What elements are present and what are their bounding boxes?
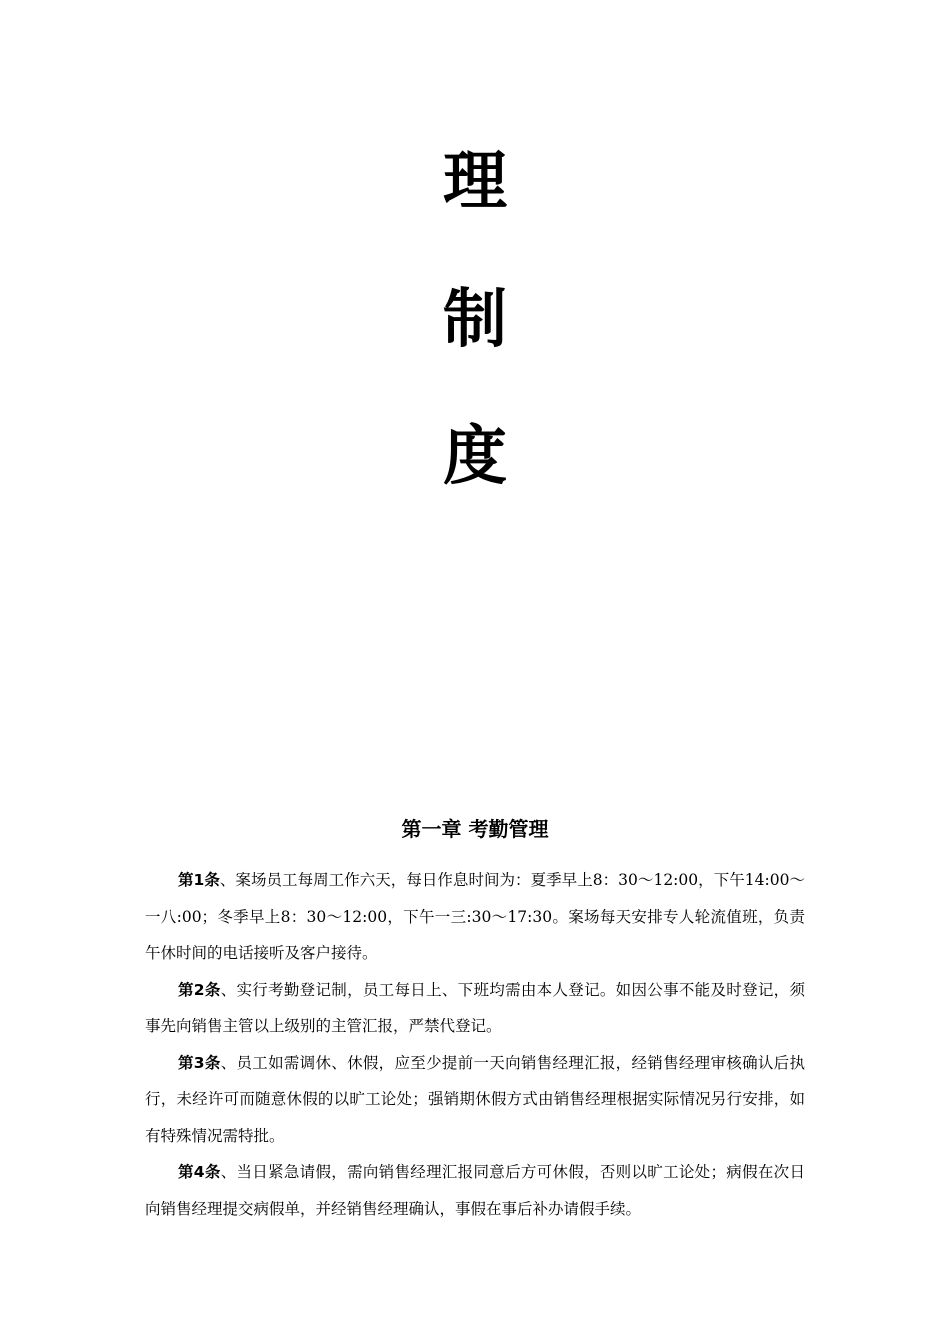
article-2-label: 第2条 xyxy=(178,980,221,999)
article-4-label: 第4条 xyxy=(178,1163,221,1181)
article-3 xyxy=(145,1045,805,1155)
article-3-text: 、员工如需调休、休假，应至少提前一天向销售经理汇报，经销售经理审核确认后执行，未经许可而随意休假的以旷工论处；强销期休假方式由销售经理根据实际情况另行安排，如有特殊情况需特批。 xyxy=(145,1053,805,1145)
article-2-text: 、实行考勤登记制，员工每日上、下班均需由本人登记。如因公事不能及时登记，须事先向销售主管以上级别的主管汇报，严禁代登记。 xyxy=(145,980,805,1035)
chapter-heading: 第一章 考勤管理 xyxy=(401,817,549,841)
cover-title-char-3: 度 xyxy=(443,420,507,494)
article-4 xyxy=(145,1154,805,1227)
cover-title-char-1: 理 xyxy=(443,145,507,219)
article-4-text: 、当日紧急请假，需向销售经理汇报同意后方可休假，否则以旷工论处；病假在次日向销售经理提交病假单，并经销售经理确认，事假在事后补办请假手续。 xyxy=(145,1163,805,1218)
article-2 xyxy=(145,972,805,1045)
article-1 xyxy=(145,862,805,972)
article-3-label: 第3条 xyxy=(178,1053,221,1072)
article-list xyxy=(145,862,805,1227)
article-1-label: 第1条 xyxy=(178,871,220,889)
article-1-text: 、案场员工每周工作六天，每日作息时间为：夏季早上8：30～12:00，下午14:00～一八:00；冬季早上8：30～12:00，下午一三:30～17:30。案场每天安排专人轮流值班，负责午休时间的电话接听及客户接待。 xyxy=(145,871,805,962)
cover-title-char-2: 制 xyxy=(443,283,507,357)
